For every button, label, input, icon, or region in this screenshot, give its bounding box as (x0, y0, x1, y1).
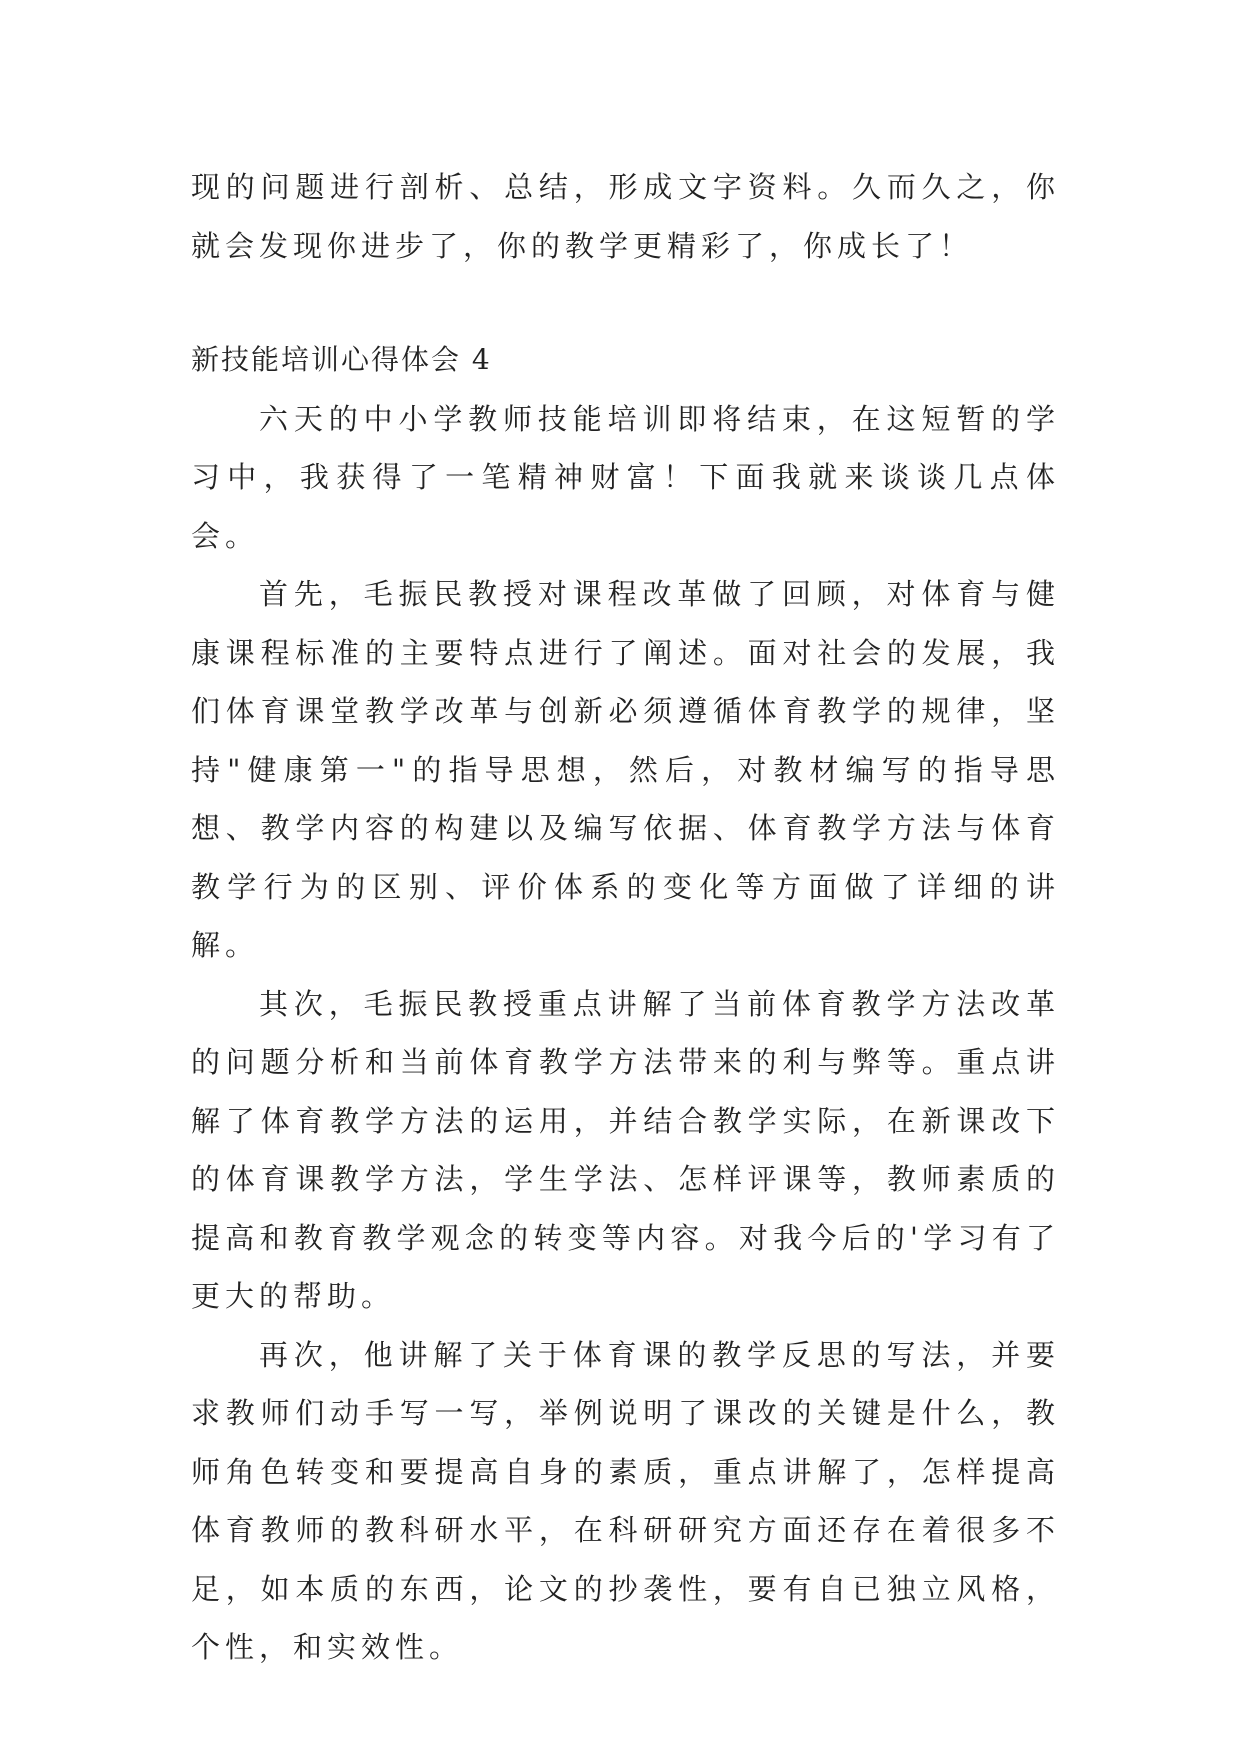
paragraph-first: 首先，毛振民教授对课程改革做了回顾，对体育与健康课程标准的主要特点进行了阐述。面对社会的发展，我们体育课堂教学改革与创新必须遵循体育教学的规律，坚持"健康第一"的指导思想，然后，对教材编写的指导思想、教学内容的构建以及编写依据、体育教学方法与体育教学行为的区别、评价体系的变化等方面做了详细的讲解。 (191, 577, 1060, 962)
paragraph-intro: 六天的中小学教师技能培训即将结束，在这短暂的学习中，我获得了一笔精神财富！下面我就来谈谈几点体会。 (191, 401, 1060, 553)
paragraph-third: 再次，他讲解了关于体育课的教学反思的写法，并要求教师们动手写一写，举例说明了课改的关键是什么，教师角色转变和要提高自身的素质，重点讲解了，怎样提高体育教师的教科研水平，在科研研究方面还存在着很多不足，如本质的东西，论文的抄袭性，要有自已独立风格，个性，和实效性。 (191, 1337, 1060, 1664)
section-title: 新技能培训心得体会 4 (191, 343, 492, 376)
paragraph-second: 其次，毛振民教授重点讲解了当前体育教学方法改革的问题分析和当前体育教学方法带来的利与弊等。重点讲解了体育教学方法的运用，并结合教学实际，在新课改下的体育课教学方法，学生学法、怎样评课等，教师素质的提高和教育教学观念的转变等内容。对我今后的'学习有了更大的帮助。 (191, 986, 1060, 1313)
document-body (191, 158, 1060, 1677)
continuation-paragraph: 现的问题进行剖析、总结，形成文字资料。久而久之，你就会发现你进步了，你的教学更精彩了，你成长了！ (191, 170, 1060, 263)
section-spacer (191, 275, 1060, 331)
